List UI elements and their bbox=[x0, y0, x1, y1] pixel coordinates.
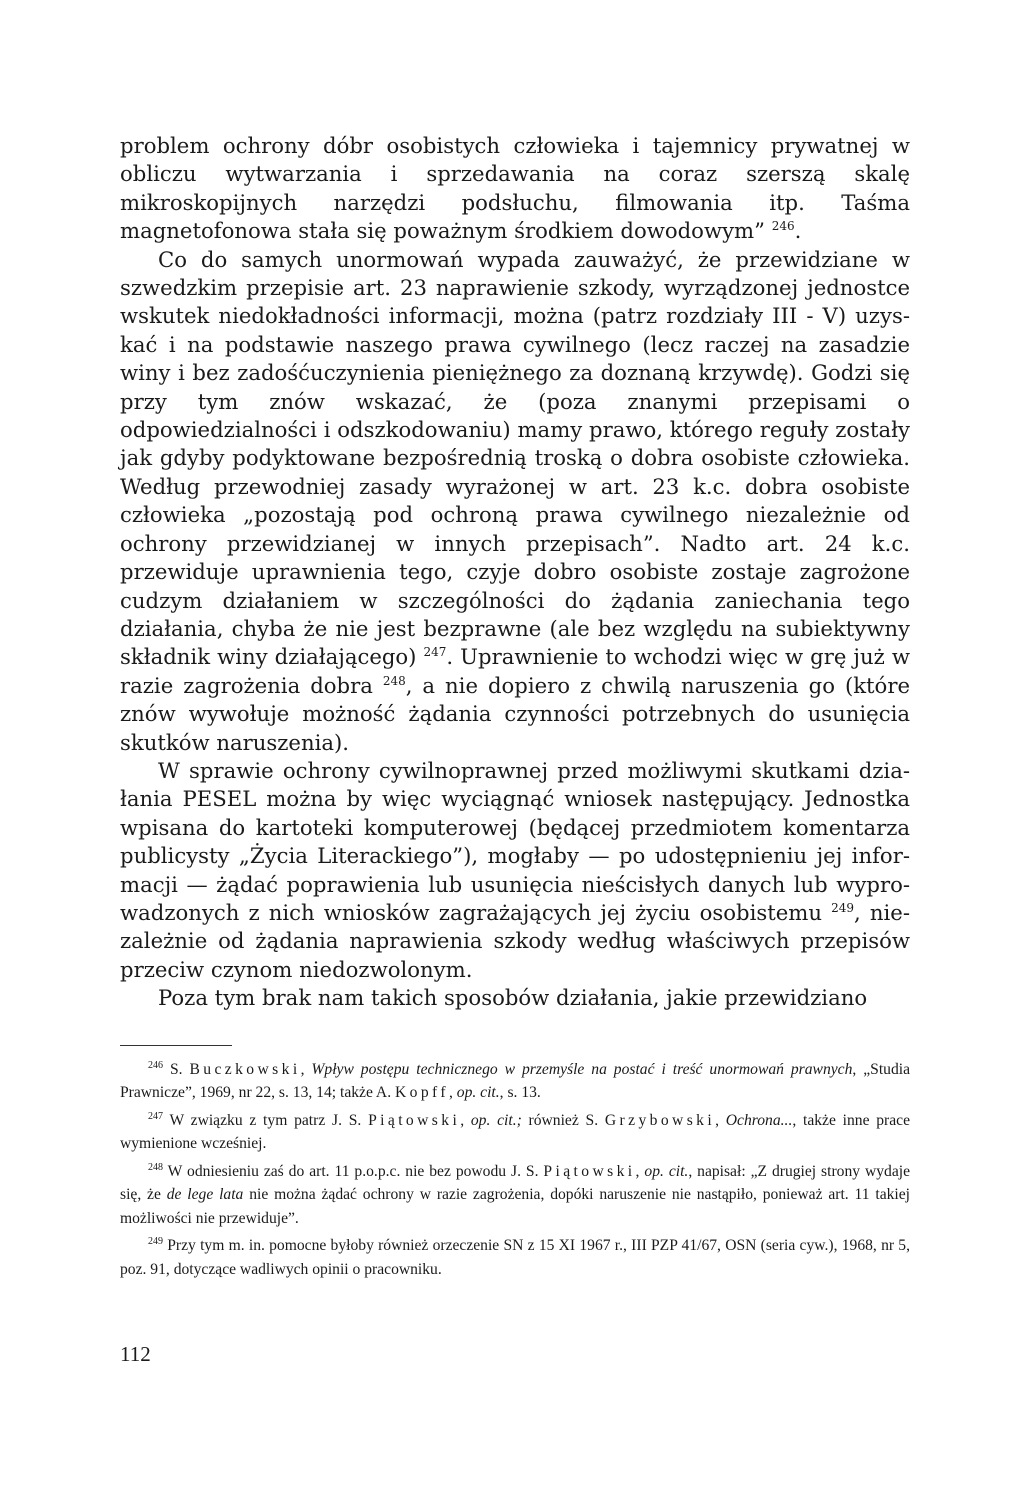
footnote-249 bbox=[120, 1234, 910, 1281]
text-run: , a nie dopiero z chwilą naruszenia go (które znów wywołuje możność żądania czynności potrzebnych do usunięcia skutków naruszenia). bbox=[120, 672, 910, 755]
text-run: , także inne prace wymienione wcześniej. bbox=[120, 1111, 911, 1153]
paragraph-4 bbox=[120, 984, 910, 1012]
footnote-ref-249[interactable]: 249 bbox=[831, 900, 855, 915]
footnote-divider bbox=[120, 1045, 232, 1046]
paragraph-3 bbox=[120, 757, 910, 984]
text-run: Co do samych unormowań wypada zauważyć, że przewidziane w szwedzkim przepisie art. 23 naprawienie szkody, wyrządzonej jednostce wskutek niedokładności informacji, można (patrz rozdziały III - V) uzyskać i na podstawie naszego prawa cywilnego (lecz raczej na zasadzie winy i bez zadośćuczynienia pieniężnego za doznaną krzywdę). Godzi się przy tym znów wskazać, że (poza znanymi przepisami o odpowiedzialności i odszkodowaniu) mamy prawo, którego reguły zostały jak gdyby podyktowane bezpośrednią troską o dobra osobiste człowieka. Według przewodniej zasady wyrażonej w art. 23 k.c. dobra osobiste człowieka „pozostają pod ochroną prawa cywilnego niezależnie od ochrony przewidzianej w innych przepisach”. Nadto art. 24 k.c. przewiduje uprawnienia tego, czyje dobro osobiste zostaje zagrożone cudzym działaniem w szczególności do żądania zaniechania tego działania, chyba że nie jest bezprawne (ale bez względu na subiektywny składnik winy działającego) bbox=[120, 246, 910, 670]
text-run: . Uprawnienie to wchodzi więc w grę już w razie zagrożenia dobra bbox=[120, 644, 910, 698]
text-run: , bbox=[448, 1084, 457, 1102]
author-name: Piątowski bbox=[543, 1162, 636, 1180]
main-text bbox=[120, 132, 910, 1013]
footnote-ref-248[interactable]: 248 bbox=[382, 673, 406, 688]
text-run: , napisał: „Z drugiej strony wydaje się, że bbox=[120, 1162, 911, 1204]
text-run: Przy tym m. in. pomocne byłoby również orzeczenie SN z 15 XI 1967 r., III PZP 41/67, OSN (seria cyw.), 1968, nr 5, poz. 91, dotyczące wadliwych opinii o pracowniku. bbox=[120, 1237, 910, 1278]
work-title: Ochrona... bbox=[725, 1111, 793, 1129]
footnote-ref-246[interactable]: 246 bbox=[771, 219, 795, 234]
text-run: , bbox=[715, 1111, 726, 1129]
footnote-247 bbox=[120, 1109, 910, 1156]
author-name: Buczkowski bbox=[189, 1060, 301, 1078]
text-run: , s. 13. bbox=[499, 1084, 541, 1102]
footnote-number: 248 bbox=[148, 1161, 163, 1173]
text-run: również S. bbox=[521, 1111, 605, 1129]
text-run: , „Studia Prawnicze”, 1969, nr 22, s. 13, 14; także A. bbox=[120, 1060, 911, 1102]
latin-phrase: de lege lata bbox=[166, 1186, 244, 1204]
text-run: problem ochrony dóbr osobistych człowieka i tajemnicy prywatnej w obliczu wytwarzania i sprzedawania na coraz szerszą skalę mikroskopijnych narzędzi podsłuchu, filmowania itp. Taśma magnetofonowa stała się poważnym środkiem dowodowym” bbox=[120, 133, 910, 244]
text-run: W związku z tym patrz J. S. bbox=[163, 1111, 369, 1129]
footnote-246 bbox=[120, 1058, 910, 1105]
footnote-ref-247[interactable]: 247 bbox=[423, 645, 447, 660]
op-cit: op. cit. bbox=[456, 1084, 500, 1102]
page-number: 112 bbox=[120, 1342, 151, 1366]
op-cit: op. cit. bbox=[644, 1162, 689, 1180]
footnote-number: 246 bbox=[148, 1059, 163, 1071]
text-run: nie można żądać ochrony w razie zagrożenia, dopóki naruszenie nie nastąpiło, ponieważ art. 11 takiej możliwości nie przewiduje”. bbox=[120, 1186, 910, 1227]
page-content bbox=[120, 132, 910, 1285]
text-run: , niezależnie od żądania naprawienia szkody według właściwych przepisów przeciw czynom niedozwolonym. bbox=[120, 899, 910, 982]
text-run: W sprawie ochrony cywilnoprawnej przed możliwymi skutkami działania PESEL można by więc wyciągnąć wniosek następujący. Jednostka wpisana do kartoteki komputerowej (będącej przedmiotem komentarza publicysty „Życia Literackiego”), mogłaby — po udostępnieniu jej informacji — żądać poprawienia lub usunięcia nieścisłych danych lub wyprowadzonych z nich wniosków zagrażających jej życiu osobistemu bbox=[120, 757, 910, 925]
paragraph-1 bbox=[120, 132, 910, 246]
footnote-number: 249 bbox=[148, 1235, 163, 1247]
author-name: Piątowski bbox=[368, 1111, 461, 1129]
text-run: . bbox=[794, 218, 802, 244]
paragraph-2 bbox=[120, 246, 910, 757]
text-run: S. bbox=[163, 1060, 190, 1078]
text-run: Poza tym brak nam takich sposobów działania, jakie przewidziano bbox=[158, 985, 868, 1011]
footnote-number: 247 bbox=[148, 1110, 163, 1122]
author-name: Grzybowski bbox=[604, 1111, 716, 1129]
work-title: Wpływ postępu technicznego w przemyśle na postać i treść unormowań prawnych bbox=[311, 1060, 853, 1078]
op-cit: op. cit.; bbox=[470, 1111, 522, 1129]
text-run: , bbox=[460, 1111, 471, 1129]
text-run: W odniesieniu zaś do art. 11 p.o.p.c. nie bez powodu J. S. bbox=[163, 1162, 544, 1180]
footnotes bbox=[120, 1058, 910, 1282]
author-name: Kopff bbox=[395, 1084, 449, 1102]
text-run: , bbox=[300, 1060, 312, 1078]
text-run: , bbox=[635, 1162, 645, 1180]
footnote-248 bbox=[120, 1160, 910, 1231]
